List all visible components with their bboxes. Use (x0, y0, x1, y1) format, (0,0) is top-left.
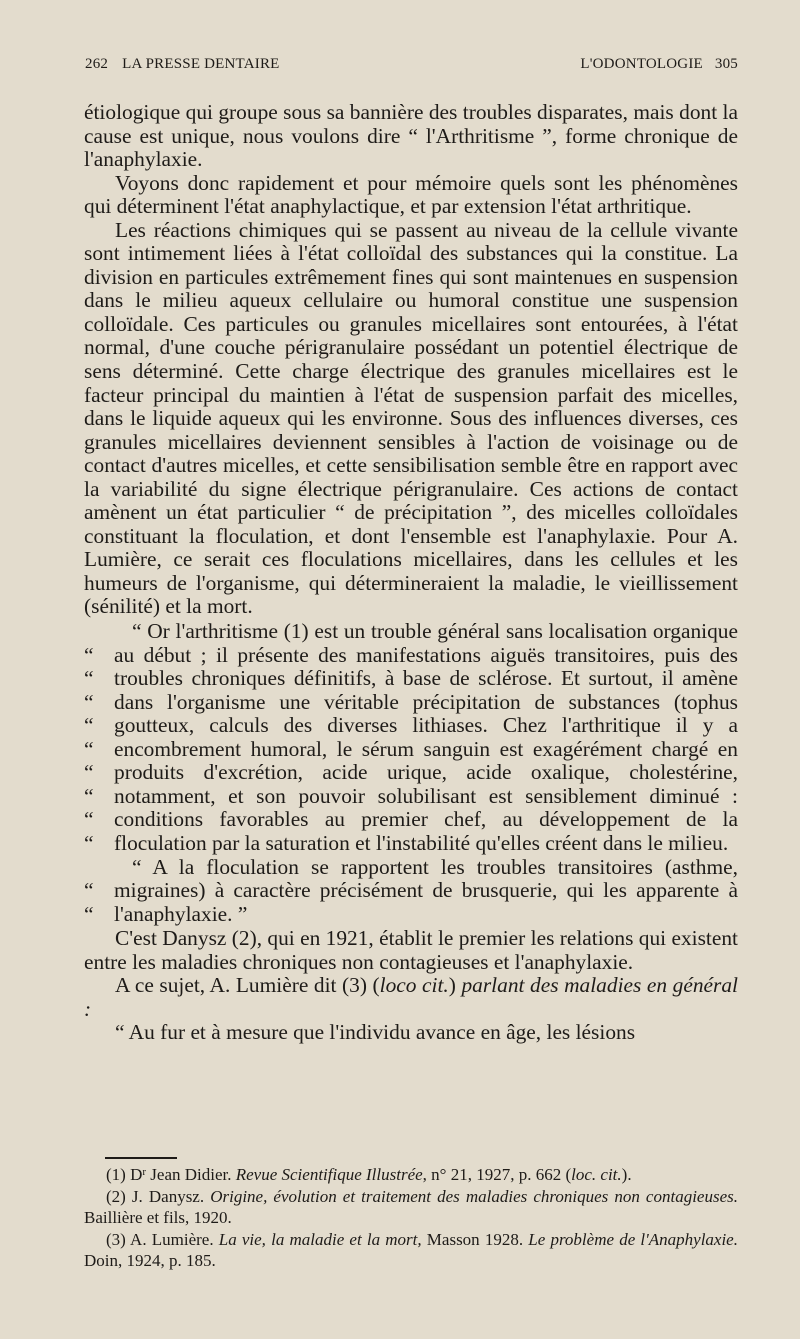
left-page-number: 262 (85, 56, 109, 72)
footnote-1: (1) $D^r$ Jean Didier. Revue Scientifique Illustrée, n° 21, 1927, p. 662 (loc. cit.). (106, 1165, 632, 1184)
paragraph-6: “ Au fur et à mesure que l'individu avance en âge, les lésions (115, 1020, 636, 1045)
quote-gutter: “ “ (84, 878, 94, 926)
quote-gutter: “ “ “ “ “ “ “ “ “ (84, 642, 94, 855)
left-journal-title: LA PRESSE DENTAIRE (122, 56, 280, 72)
footnotes (84, 1162, 738, 1272)
paragraph-5: A ce sujet, A. Lumière dit (3) (loco cit.) parlant des maladies en général : (84, 973, 738, 1021)
quote-paragraph-1: “ Or l'arthritisme (1) est un trouble général sans localisation organique au début ; il présente des manifestations aiguës transitoires, puis des troubles chroniques définitifs, à base de sclérose. Et surtout, il amène dans l'organisme une véritable précipitation de substances (tophus goutteux, calculs des diverses lithiases. Chez l'arthritique il y a encombrement humoral, le sérum sanguin est exagérément chargé en produits d'excrétion, acide urique, acide oxalique, cholestérine, notamment, et son pouvoir solubilisant est sensiblement diminué : conditions favorables au premier chef, au développement de la floculation par la saturation et l'instabilité qu'elles créent dans le milieu. (114, 619, 738, 855)
paragraph-1: étiologique qui groupe sous sa bannière des troubles disparates, mais dont la cause est unique, nous voulons dire “ l'Arthritisme ”, forme chronique de l'anaphylaxie. (84, 100, 738, 172)
quote-block-2 (84, 856, 738, 927)
paragraph-2: Voyons donc rapidement et pour mémoire quels sont les phénomènes qui déterminent l'état anaphylactique, et par extension l'état arthritique. (84, 170, 738, 219)
footnote-2: (2) J. Danysz. Origine, évolution et traitement des maladies chroniques non contagieuses. Baillière et fils, 1920. (84, 1186, 738, 1227)
quote-paragraph-2: “ A la floculation se rapportent les troubles transitoires (asthme, migraines) à caractère précisément de brusquerie, qui les apparente à l'anaphylaxie. ” (114, 854, 738, 926)
quote-block-1 (84, 620, 738, 855)
article-body (84, 101, 738, 1045)
right-page-number: 305 (714, 56, 738, 72)
footnote-3: (3) A. Lumière. La vie, la maladie et la mort, Masson 1928. Le problème de l'Anaphylaxie. Doin, 1924, p. 185. (84, 1229, 738, 1270)
footnote-rule (105, 1157, 177, 1159)
paragraph-3: Les réactions chimiques qui se passent au niveau de la cellule vivante sont intimement liées à l'état colloïdal des substances qui la constitue. La division en particules extrêmement fines qui sont maintenues en suspension dans le milieu aqueux cellulaire ou humoral constitue une suspension colloïdale. Ces particules ou granules micellaires sont entourées, à l'état normal, d'une couche périgranulaire possédant un potentiel électrique de sens déterminé. Cette charge électrique des granules micellaires est le facteur principal du maintien à l'état de suspension parfait des micelles, dans le liquide aqueux qui les environne. Sous des influences diverses, ces granules micellaires deviennent sensibles à l'action de voisinage ou de contact d'autres micelles, et cette sensibilisation semble être en rapport avec la variabilité du signe électrique périgranulaire. Ces actions de contact amènent un état particulier “ de précipitation ”, des micelles colloïdales constituant la floculation, et dont l'ensemble est l'anaphylaxie. Pour A. Lumière, ce serait ces floculations micellaires, dans les cellules et les humeurs de l'organisme, qui détermineraient la maladie, le vieillissement (sénilité) et la mort. (84, 217, 738, 619)
paragraph-4: C'est Danysz (2), qui en 1921, établit le premier les relations qui existent entre les maladies chroniques non contagieuses et l'anaphylaxie. (84, 926, 738, 974)
right-journal-title: L'ODONTOLOGIE (580, 56, 703, 72)
header-right (580, 56, 738, 73)
header-left (85, 56, 280, 73)
